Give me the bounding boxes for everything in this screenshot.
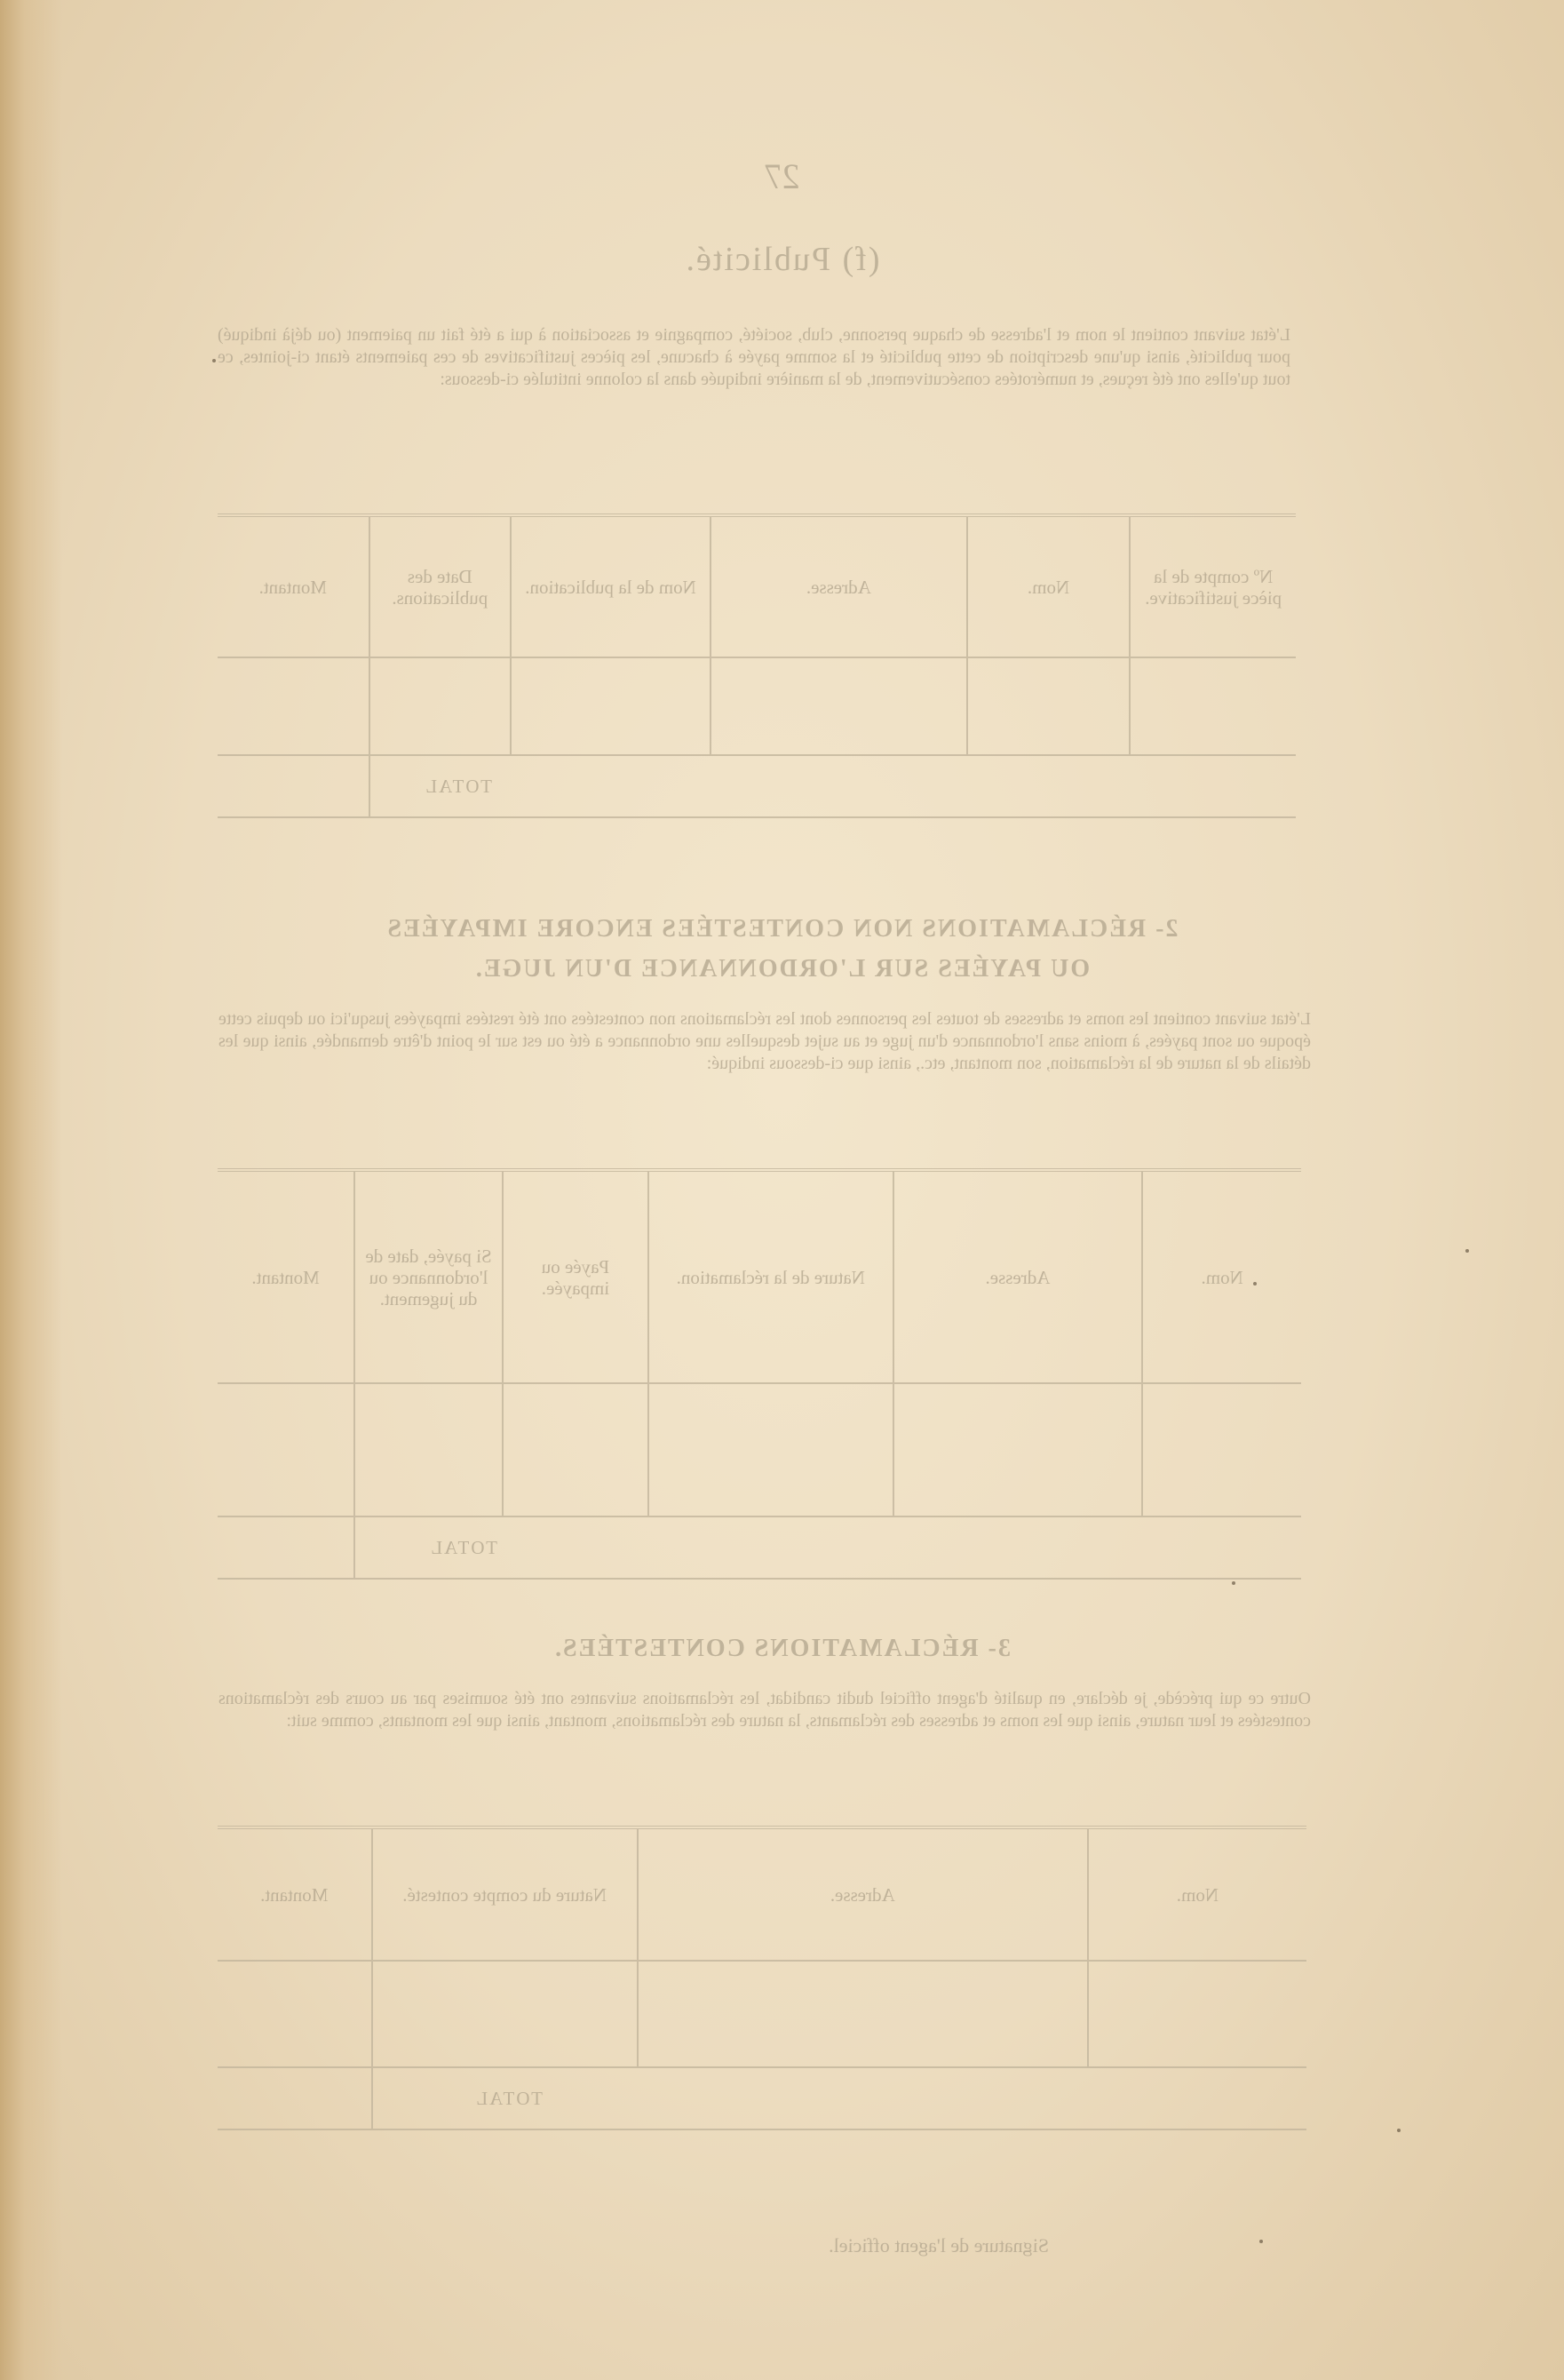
- section-f-col-name: Nom.: [967, 515, 1131, 657]
- section-2-col-amount: Montant.: [218, 1170, 354, 1383]
- section-f-col-amount: Montant.: [218, 515, 369, 657]
- table-cell: [369, 657, 511, 755]
- table-cell: [354, 1383, 503, 1516]
- section-f-title: (f) Publicité.: [684, 241, 880, 278]
- table-cell: [1142, 1383, 1301, 1516]
- table-cell: [218, 1961, 372, 2067]
- table-cell: [1130, 657, 1296, 755]
- section-f-table: [218, 513, 1296, 818]
- table-cell: [511, 657, 711, 755]
- paper-speck: [1253, 1282, 1257, 1286]
- paper-speck: [1465, 1249, 1469, 1253]
- table-cell: [638, 1961, 1088, 2067]
- table-cell: [1088, 1961, 1306, 2067]
- section-3-table: [218, 1826, 1306, 2130]
- section-3-total-amount: [218, 2067, 372, 2129]
- section-2-col-name: Nom.: [1142, 1170, 1301, 1383]
- section-3-total-label: TOTAL: [372, 2067, 1306, 2129]
- table-cell: [711, 657, 967, 755]
- section-2-col-paid: Payée ou impayée.: [503, 1170, 648, 1383]
- section-3-col-name: Nom.: [1088, 1827, 1306, 1961]
- section-2-total-label: TOTAL: [354, 1516, 1301, 1579]
- paper-speck: [1259, 2240, 1263, 2243]
- section-f-col-address: Adresse.: [711, 515, 967, 657]
- section-2-table: [218, 1168, 1301, 1580]
- section-3-col-address: Adresse.: [638, 1827, 1088, 1961]
- section-2-col-nature: Nature de la réclamation.: [648, 1170, 893, 1383]
- section-f-paragraph: L'état suivant contient le nom et l'adresse de chaque personne, club, société, compagnie et association à qui a été fait un paiement (ou déjà indiqué) pour publicité, ainsi qu'une description de cette publicité et la somme payée à chacune, les pièces justificatives de ces paiements étant ci-jointes, ce tout qu'elles ont été reçues, et numérotées consécutivement, de la manière indiquée dans la colonne intitulée ci-dessous:: [218, 325, 1290, 389]
- section-f-total-amount: [218, 755, 369, 817]
- section-f-col-publication: Nom de la publication.: [511, 515, 711, 657]
- section-2-paragraph: L'état suivant contient les noms et adresses de toutes les personnes dont les réclamations non contestées ont été restées impayées jusqu'ici ou depuis cette époque ou sont payées, à moins sans l'ordonnance d'un juge et au sujet desquelles une ordonnance a été ou est sur le point d'être demandée, ainsi que les détails de la nature de la réclamation, son montant, etc., ainsi que ci-dessous indiqué:: [218, 1009, 1311, 1073]
- section-3-title: 3- RÉCLAMATIONS CONTESTÉES.: [553, 1635, 1011, 1662]
- table-cell: [503, 1383, 648, 1516]
- paper-speck: [1232, 1581, 1235, 1585]
- page-number: 27: [764, 156, 800, 196]
- section-f-col-dates: Date des publications.: [369, 515, 511, 657]
- section-2-col-address: Adresse.: [893, 1170, 1143, 1383]
- table-cell: [372, 1961, 638, 2067]
- section-3-paragraph: Outre ce qui précède, je déclare, en qualité d'agent officiel dudit candidat, les réclamations suivantes ont été soumises par au cours des réclamations contestées et leur nature, ainsi que les noms et adresses des réclamants, la nature des réclamations, montant, ainsi que les montants, comme suit:: [218, 1689, 1311, 1731]
- section-2-title-line2: OU PAYÉES SUR L'ORDONNANCE D'UN JUGE.: [473, 955, 1091, 983]
- section-2-total-amount: [218, 1516, 354, 1579]
- section-f-col-voucher: Nº compte de la pièce justificative.: [1130, 515, 1296, 657]
- table-cell: [218, 657, 369, 755]
- section-2-col-order-date: Si payée, date de l'ordonnance ou du jugement.: [354, 1170, 503, 1383]
- section-2-title-line1: 2- RÉCLAMATIONS NON CONTESTÉES ENCORE IMPAYÉES: [385, 915, 1179, 943]
- paper-speck: [1397, 2129, 1401, 2132]
- section-3-col-nature: Nature du compte contesté.: [372, 1827, 638, 1961]
- table-cell: [893, 1383, 1143, 1516]
- table-cell: [967, 657, 1131, 755]
- signature-caption: Signature de l'agent officiel.: [829, 2234, 1049, 2257]
- section-f-total-label: TOTAL: [369, 755, 1296, 817]
- table-cell: [218, 1383, 354, 1516]
- section-3-col-amount: Montant.: [218, 1827, 372, 1961]
- paper-speck: [212, 359, 216, 362]
- table-cell: [648, 1383, 893, 1516]
